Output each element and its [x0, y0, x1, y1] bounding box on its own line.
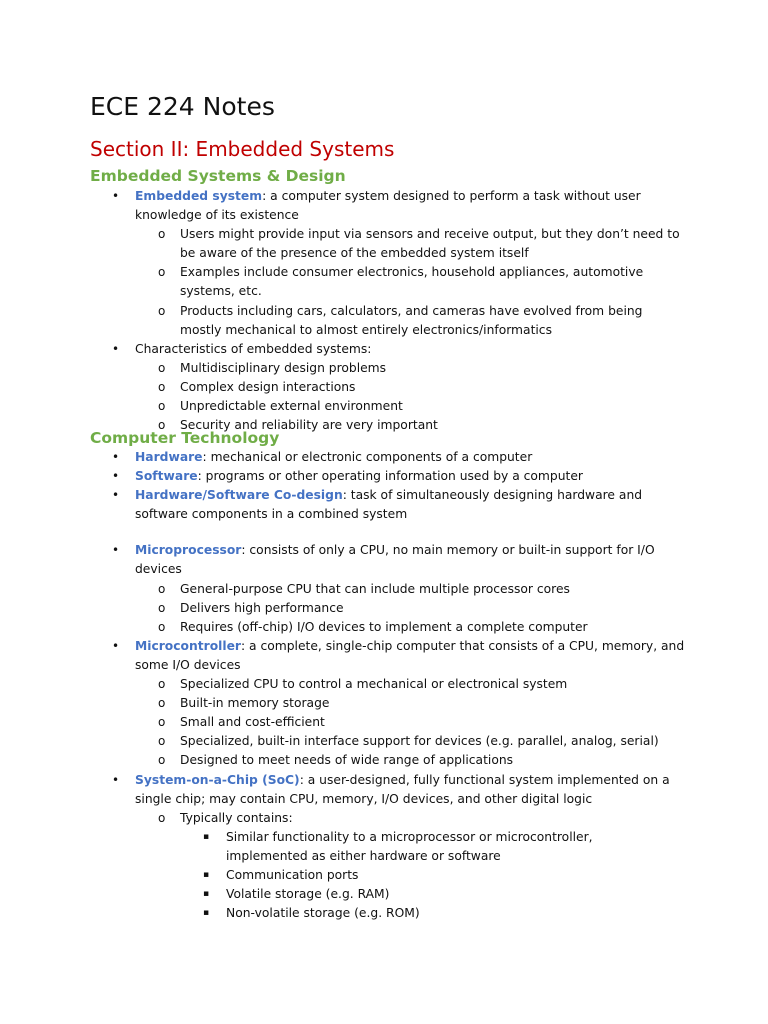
- sub-item: [0, 732, 680, 751]
- sub-item-text: Products including cars, calculators, and cameras have evolved from being mostly mechanical to almost entirely electronics/informatics: [180, 303, 643, 337]
- bullet-marker: •: [112, 469, 120, 484]
- item-text: Characteristics of embedded systems:: [135, 341, 372, 356]
- sub-sub-item: [0, 866, 676, 885]
- definition-text: : programs or other operating information used by a computer: [197, 469, 583, 484]
- term-software: Software: [135, 469, 198, 484]
- sub-item: [0, 751, 680, 770]
- circle-marker: o: [158, 227, 166, 242]
- sub-item-text: Multidisciplinary design problems: [180, 360, 387, 375]
- circle-marker: o: [158, 753, 166, 768]
- sub-item-text: Complex design interactions: [180, 379, 356, 394]
- sub-item-text: Delivers high performance: [180, 600, 344, 615]
- circle-marker: o: [158, 303, 166, 318]
- sub-item-text: General-purpose CPU that can include multiple processor cores: [180, 581, 570, 596]
- term-soc: System-on-a-Chip (SoC): [135, 772, 300, 787]
- bullet-marker: •: [112, 638, 120, 653]
- sub-item-text: Typically contains:: [180, 810, 293, 825]
- embedded-systems-list: [0, 187, 768, 435]
- term-microcontroller: Microcontroller: [135, 638, 241, 653]
- sub-item-text: Built-in memory storage: [180, 696, 330, 711]
- bullet-marker: •: [112, 772, 120, 787]
- circle-marker: o: [158, 696, 166, 711]
- list-item-characteristics: [0, 340, 690, 359]
- square-marker: ▪: [203, 908, 210, 919]
- sub-item-text: Specialized CPU to control a mechanical or electronical system: [180, 677, 568, 692]
- sub-sub-item-text: Non-volatile storage (e.g. ROM): [226, 906, 420, 921]
- circle-marker: o: [158, 600, 166, 615]
- sub-item: [0, 694, 680, 713]
- sub-item-text: Users might provide input via sensors and receive output, but they don’t need to be aware of the presence of the embedded system itself: [180, 227, 680, 261]
- list-item-software: [0, 467, 690, 486]
- list-item-microcontroller: [0, 637, 690, 675]
- square-marker: ▪: [203, 869, 210, 880]
- circle-marker: o: [158, 619, 166, 634]
- computer-technology-list: [0, 448, 768, 923]
- list-item-microprocessor: [0, 541, 690, 579]
- sub-item-text: Specialized, built-in interface support for devices (e.g. parallel, analog, serial): [180, 734, 659, 749]
- definition-text: : a computer system designed to perform a task without user knowledge of its existence: [135, 189, 641, 223]
- definition-text: : a complete, single-chip computer that consists of a CPU, memory, and some I/O devices: [135, 638, 685, 672]
- term-microprocessor: Microprocessor: [135, 543, 242, 558]
- circle-marker: o: [158, 581, 166, 596]
- sub-sub-item: [0, 828, 676, 866]
- bullet-marker: •: [112, 450, 120, 464]
- circle-marker: o: [158, 418, 166, 433]
- sub-item-text: Unpredictable external environment: [180, 399, 403, 414]
- sub-sub-item: [0, 904, 676, 923]
- definition-text: : task of simultaneously designing hardware and software components in a combined system: [135, 488, 643, 522]
- sub-item: [0, 359, 680, 378]
- sub-item: [0, 302, 680, 340]
- section-title: Section II: Embedded Systems: [90, 137, 395, 161]
- sub-item: [0, 809, 680, 828]
- definition-text: : mechanical or electronic components of a computer: [202, 450, 533, 464]
- bullet-marker: •: [112, 488, 120, 503]
- sub-item: [0, 580, 680, 599]
- bullet-marker: •: [112, 341, 120, 356]
- sub-item-text: Security and reliability are very important: [180, 418, 438, 433]
- sub-sub-item-text: Communication ports: [226, 867, 359, 882]
- sub-sub-item-text: Volatile storage (e.g. RAM): [226, 887, 390, 902]
- circle-marker: o: [158, 379, 166, 394]
- circle-marker: o: [158, 677, 166, 692]
- sub-item-text: Designed to meet needs of wide range of applications: [180, 753, 514, 768]
- list-item-codesign: [0, 486, 690, 524]
- circle-marker: o: [158, 715, 166, 730]
- sub-sub-item: [0, 885, 676, 904]
- circle-marker: o: [158, 399, 166, 414]
- sub-item: [0, 397, 680, 416]
- definition-text: : a user-designed, fully functional system implemented on a single chip; may contain CPU, memory, I/O devices, and other digital logic: [135, 772, 670, 806]
- bullet-marker: •: [112, 189, 120, 203]
- term-codesign: Hardware/Software Co-design: [135, 488, 343, 503]
- term-embedded-system: Embedded system: [135, 189, 263, 203]
- square-marker: ▪: [203, 831, 210, 842]
- list-item-soc: [0, 771, 690, 809]
- circle-marker: o: [158, 810, 166, 825]
- definition-text: : consists of only a CPU, no main memory or built-in support for I/O devices: [135, 543, 655, 577]
- sub-item: [0, 225, 680, 263]
- circle-marker: o: [158, 734, 166, 749]
- term-hardware: Hardware: [135, 450, 203, 464]
- list-item-hardware: [0, 448, 690, 467]
- sub-item: [0, 713, 680, 732]
- list-item-embedded-system: [0, 187, 690, 225]
- bullet-marker: •: [112, 543, 120, 558]
- heading-computer-technology: Computer Technology: [90, 429, 280, 447]
- square-marker: ▪: [203, 889, 210, 900]
- sub-item: [0, 378, 680, 397]
- blank-line: [0, 524, 768, 541]
- circle-marker: o: [158, 360, 166, 375]
- sub-sub-item-text: Similar functionality to a microprocessor or microcontroller, implemented as either hardware or software: [226, 829, 593, 863]
- sub-item: [0, 675, 680, 694]
- sub-item-text: Requires (off-chip) I/O devices to implement a complete computer: [180, 619, 588, 634]
- sub-item: [0, 263, 680, 301]
- sub-item: [0, 618, 680, 637]
- sub-item-text: Small and cost-efficient: [180, 715, 325, 730]
- sub-item: [0, 599, 680, 618]
- document-title: ECE 224 Notes: [90, 92, 275, 121]
- circle-marker: o: [158, 265, 166, 280]
- heading-embedded-systems: Embedded Systems & Design: [90, 167, 346, 185]
- sub-item-text: Examples include consumer electronics, household appliances, automotive systems, etc.: [180, 265, 644, 299]
